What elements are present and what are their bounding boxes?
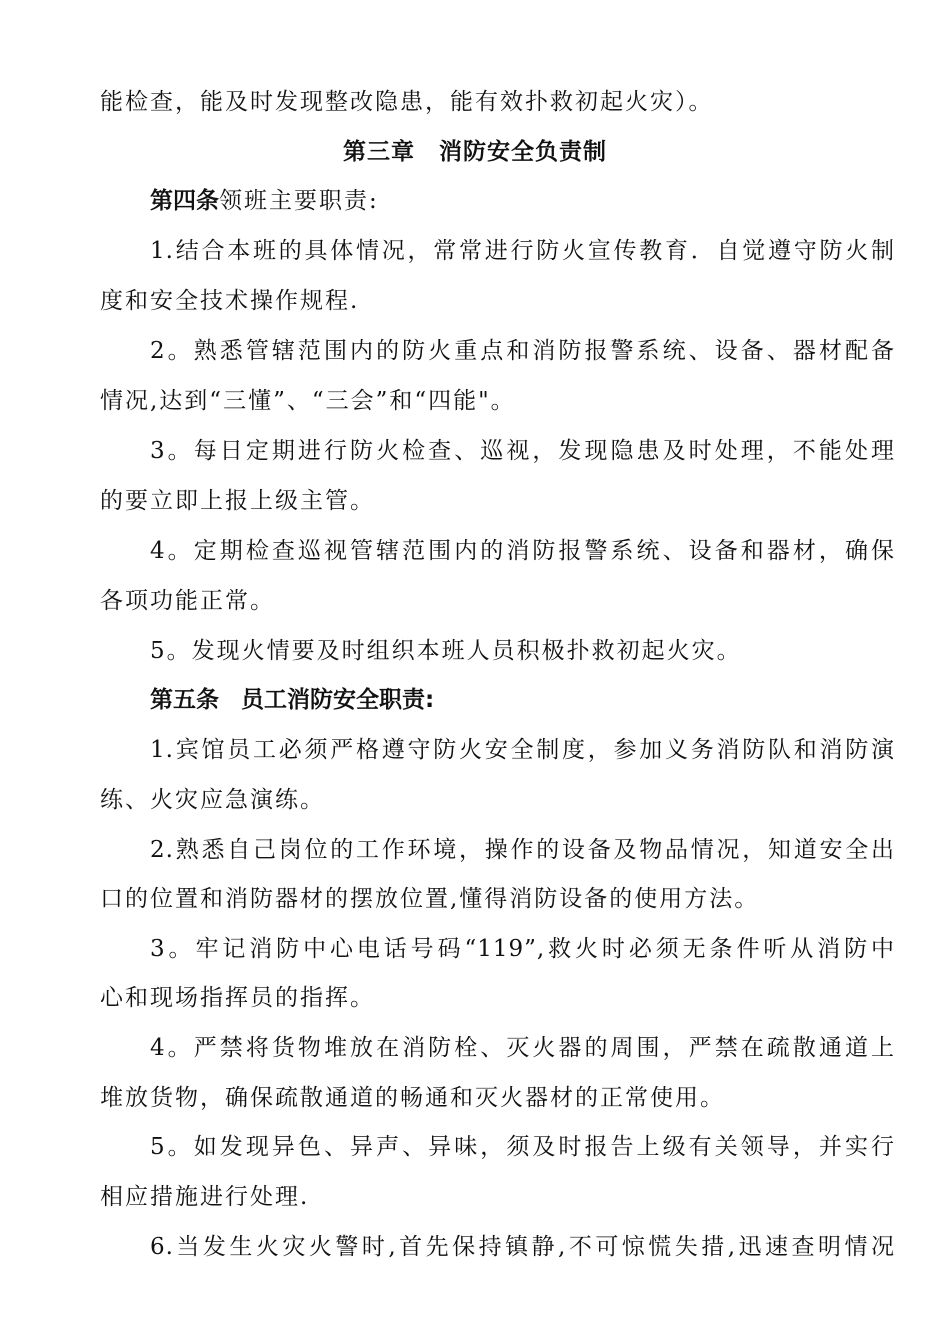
paragraph-line: 练、火灾应急演练。 [100, 787, 325, 813]
chapter-heading: 第三章 消防安全负责制 [343, 139, 607, 165]
paragraph-line: 堆放货物，确保疏散通道的畅通和灭火器材的正常使用。 [100, 1085, 725, 1111]
paragraph-line: 口的位置和消防器材的摆放位置,懂得消防设备的使用方法。 [100, 886, 760, 912]
paragraph-line: 5。发现火情要及时组织本班人员积极扑救初起火灾。 [150, 638, 742, 664]
paragraph-line: 6.当发生火灾火警时,首先保持镇静,不可惊慌失措,迅速查明情况 [150, 1234, 895, 1260]
paragraph-line: 情况,达到“三懂”、“三会”和“四能"。 [100, 388, 516, 414]
paragraph-line: 3。每日定期进行防火检查、巡视，发现隐患及时处理，不能处理 [150, 438, 895, 464]
paragraph-line: 度和安全技术操作规程. [100, 288, 360, 314]
paragraph-line: 1.宾馆员工必须严格遵守防火安全制度，参加义务消防队和消防演 [150, 737, 895, 763]
paragraph-line: 5。如发现异色、异声、异味，须及时报告上级有关领导，并实行 [150, 1134, 895, 1160]
paragraph-line: 1.结合本班的具体情况，常常进行防火宣传教育．自觉遵守防火制 [150, 238, 895, 264]
paragraph-line: 相应措施进行处理. [100, 1184, 310, 1210]
paragraph-line: 2.熟悉自己岗位的工作环境，操作的设备及物品情况，知道安全出 [150, 837, 895, 863]
article-5-title: 员工消防安全职责: [241, 687, 435, 713]
paragraph-line: 的要立即上报上级主管。 [100, 488, 375, 514]
paragraph-line: 4。定期检查巡视管辖范围内的消防报警系统、设备和器材，确保 [150, 538, 895, 564]
paragraph-line: 3。牢记消防中心电话号码“119”,救火时必须无条件听从消防中 [150, 936, 895, 962]
paragraph-line: 心和现场指挥员的指挥。 [100, 985, 375, 1011]
article-4-label: 第四条 [150, 188, 219, 214]
article-5-label: 第五条 [150, 687, 219, 713]
paragraph-line: 2。熟悉管辖范围内的防火重点和消防报警系统、设备、器材配备 [150, 338, 895, 364]
paragraph-line: 4。严禁将货物堆放在消防栓、灭火器的周围，严禁在疏散通道上 [150, 1035, 895, 1061]
article-5-heading [150, 685, 895, 715]
article-4-heading [150, 186, 895, 216]
paragraph-line: 各项功能正常。 [100, 588, 275, 614]
paragraph-line: 能检查，能及时发现整改隐患，能有效扑救初起火灾）。 [100, 89, 714, 115]
article-4-title: 领班主要职责: [219, 188, 379, 214]
